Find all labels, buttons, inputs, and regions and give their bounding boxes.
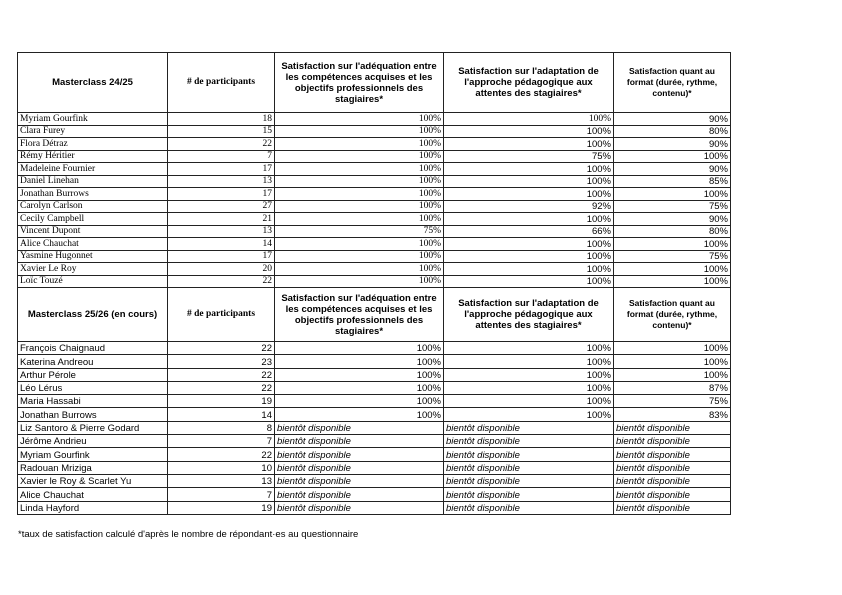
competences-pending: bientôt disponible [275,461,444,474]
format-score: 75% [614,250,731,263]
table-row [18,225,731,238]
competences-score: 100% [275,138,444,151]
format-score: 90% [614,163,731,176]
participant-name: Madeleine Fournier [18,163,168,176]
competences-score: 100% [275,213,444,226]
participant-name: Katerina Andreou [18,355,168,368]
participant-name: Cecily Campbell [18,213,168,226]
format-score: 75% [614,395,731,408]
section2-participants-header: # de participants [168,288,275,342]
table-row [18,250,731,263]
satisfaction-table [17,52,731,515]
table-row [18,435,731,448]
participant-count: 10 [168,461,275,474]
competences-score: 100% [275,188,444,201]
table-row [18,238,731,251]
competences-pending: bientôt disponible [275,435,444,448]
participant-name: Liz Santoro & Pierre Godard [18,421,168,434]
pedagogie-score: 100% [444,113,614,126]
pedagogie-score: 100% [444,342,614,355]
format-score: 85% [614,175,731,188]
format-score: 100% [614,368,731,381]
participant-count: 8 [168,421,275,434]
participant-name: Léo Lérus [18,381,168,394]
competences-pending: bientôt disponible [275,421,444,434]
table-row [18,113,731,126]
format-score: 100% [614,275,731,288]
section2-competences-header: Satisfaction sur l'adéquation entre les compétences acquises et les objectifs professionnels des stagiaires* [275,288,444,342]
participant-count: 7 [168,488,275,501]
participant-name: Clara Furey [18,125,168,138]
format-pending: bientôt disponible [614,421,731,434]
section2-title-header: Masterclass 25/26 (en cours) [18,288,168,342]
section2-header-row [18,288,731,342]
table-row [18,200,731,213]
participant-name: Jonathan Burrows [18,408,168,421]
format-score: 80% [614,225,731,238]
pedagogie-score: 100% [444,250,614,263]
format-pending: bientôt disponible [614,488,731,501]
participant-name: Alice Chauchat [18,488,168,501]
pedagogie-score: 100% [444,175,614,188]
table-row [18,421,731,434]
competences-score: 100% [275,395,444,408]
format-score: 87% [614,381,731,394]
competences-score: 100% [275,200,444,213]
section2-format-header: Satisfaction quant au format (durée, rythme, contenu)* [614,288,731,342]
competences-score: 100% [275,113,444,126]
format-score: 75% [614,200,731,213]
participant-count: 14 [168,238,275,251]
format-pending: bientôt disponible [614,501,731,514]
pedagogie-score: 75% [444,150,614,163]
participant-count: 15 [168,125,275,138]
participant-name: François Chaignaud [18,342,168,355]
table-row [18,474,731,487]
table-row [18,275,731,288]
table-row [18,263,731,276]
competences-score: 100% [275,275,444,288]
format-score: 100% [614,355,731,368]
section1-competences-header: Satisfaction sur l'adéquation entre les compétences acquises et les objectifs professionnels des stagiaires* [275,53,444,113]
participant-count: 22 [168,275,275,288]
pedagogie-score: 100% [444,368,614,381]
participant-count: 19 [168,395,275,408]
pedagogie-pending: bientôt disponible [444,448,614,461]
format-score: 80% [614,125,731,138]
participant-name: Myriam Gourfink [18,448,168,461]
format-score: 90% [614,213,731,226]
table-row [18,125,731,138]
competences-score: 100% [275,150,444,163]
format-pending: bientôt disponible [614,461,731,474]
section2-pedagogie-header: Satisfaction sur l'adaptation de l'approche pédagogique aux attentes des stagiaires* [444,288,614,342]
participant-count: 21 [168,213,275,226]
participant-count: 18 [168,113,275,126]
participant-name: Yasmine Hugonnet [18,250,168,263]
participant-count: 7 [168,435,275,448]
participant-name: Arthur Pérole [18,368,168,381]
competences-score: 100% [275,342,444,355]
participant-count: 17 [168,188,275,201]
competences-score: 100% [275,238,444,251]
participant-count: 23 [168,355,275,368]
pedagogie-score: 100% [444,263,614,276]
participant-name: Xavier Le Roy [18,263,168,276]
pedagogie-score: 100% [444,138,614,151]
format-score: 100% [614,263,731,276]
participant-name: Vincent Dupont [18,225,168,238]
format-score: 100% [614,188,731,201]
participant-count: 19 [168,501,275,514]
pedagogie-pending: bientôt disponible [444,474,614,487]
pedagogie-pending: bientôt disponible [444,421,614,434]
table-row [18,355,731,368]
competences-pending: bientôt disponible [275,448,444,461]
participant-name: Jonathan Burrows [18,188,168,201]
competences-pending: bientôt disponible [275,488,444,501]
participant-name: Xavier le Roy & Scarlet Yu [18,474,168,487]
participant-count: 14 [168,408,275,421]
participant-count: 13 [168,225,275,238]
section1-title-header: Masterclass 24/25 [18,53,168,113]
table-row [18,188,731,201]
participant-count: 17 [168,250,275,263]
participant-count: 22 [168,368,275,381]
format-score: 100% [614,150,731,163]
pedagogie-score: 100% [444,408,614,421]
footnote: *taux de satisfaction calculé d'après le nombre de répondant·es au questionnaire [18,529,359,540]
format-pending: bientôt disponible [614,448,731,461]
pedagogie-score: 100% [444,275,614,288]
pedagogie-pending: bientôt disponible [444,488,614,501]
format-score: 90% [614,138,731,151]
table-row [18,368,731,381]
table-row [18,381,731,394]
participant-count: 22 [168,342,275,355]
pedagogie-score: 100% [444,125,614,138]
table-row [18,163,731,176]
pedagogie-score: 100% [444,381,614,394]
participant-name: Maria Hassabi [18,395,168,408]
competences-pending: bientôt disponible [275,474,444,487]
participant-count: 13 [168,474,275,487]
participant-count: 17 [168,163,275,176]
section1-format-header: Satisfaction quant au format (durée, rythme, contenu)* [614,53,731,113]
participant-count: 27 [168,200,275,213]
competences-score: 100% [275,408,444,421]
pedagogie-score: 100% [444,395,614,408]
pedagogie-score: 100% [444,238,614,251]
participant-count: 22 [168,448,275,461]
participant-name: Daniel Linehan [18,175,168,188]
pedagogie-score: 100% [444,188,614,201]
participant-count: 13 [168,175,275,188]
participant-name: Flora Détraz [18,138,168,151]
competences-score: 75% [275,225,444,238]
pedagogie-pending: bientôt disponible [444,435,614,448]
table-row [18,175,731,188]
table-row [18,150,731,163]
pedagogie-pending: bientôt disponible [444,501,614,514]
table-row [18,213,731,226]
competences-score: 100% [275,125,444,138]
table-row [18,461,731,474]
format-pending: bientôt disponible [614,435,731,448]
table-row [18,342,731,355]
format-score: 90% [614,113,731,126]
participant-count: 22 [168,138,275,151]
format-score: 83% [614,408,731,421]
participant-name: Myriam Gourfink [18,113,168,126]
table-row [18,395,731,408]
participant-name: Radouan Mriziga [18,461,168,474]
format-score: 100% [614,342,731,355]
competences-score: 100% [275,163,444,176]
participant-name: Jérôme Andrieu [18,435,168,448]
table-row [18,138,731,151]
section1-pedagogie-header: Satisfaction sur l'adaptation de l'approche pédagogique aux attentes des stagiaires* [444,53,614,113]
competences-score: 100% [275,250,444,263]
pedagogie-score: 100% [444,213,614,226]
participant-name: Loïc Touzé [18,275,168,288]
section1-participants-header: # de participants [168,53,275,113]
participant-count: 7 [168,150,275,163]
competences-score: 100% [275,368,444,381]
participant-name: Carolyn Carlson [18,200,168,213]
pedagogie-score: 66% [444,225,614,238]
table-row [18,448,731,461]
pedagogie-score: 92% [444,200,614,213]
participant-count: 22 [168,381,275,394]
participant-name: Rémy Héritier [18,150,168,163]
pedagogie-pending: bientôt disponible [444,461,614,474]
pedagogie-score: 100% [444,163,614,176]
section1-header-row [18,53,731,113]
competences-score: 100% [275,175,444,188]
competences-pending: bientôt disponible [275,501,444,514]
competences-score: 100% [275,263,444,276]
table-row [18,488,731,501]
participant-count: 20 [168,263,275,276]
format-score: 100% [614,238,731,251]
participant-name: Linda Hayford [18,501,168,514]
participant-name: Alice Chauchat [18,238,168,251]
competences-score: 100% [275,355,444,368]
format-pending: bientôt disponible [614,474,731,487]
table-row [18,408,731,421]
competences-score: 100% [275,381,444,394]
table-row [18,501,731,514]
pedagogie-score: 100% [444,355,614,368]
